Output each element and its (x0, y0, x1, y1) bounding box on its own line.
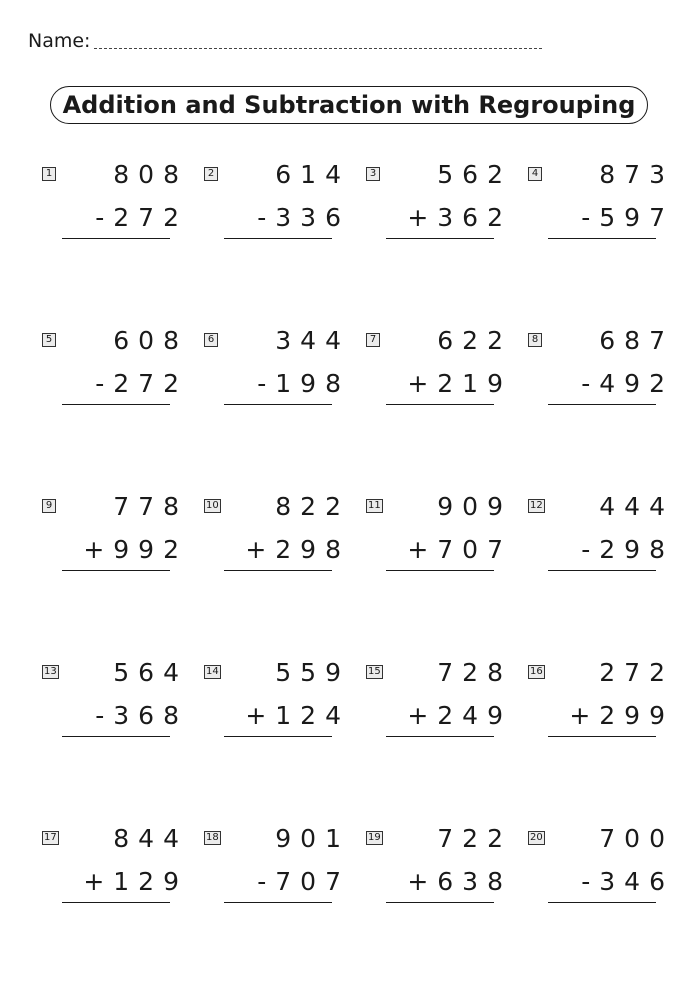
top-operand: 559 (275, 658, 350, 687)
answer-line[interactable] (224, 736, 332, 737)
bottom-row (569, 701, 674, 730)
answer-line[interactable] (224, 902, 332, 903)
top-operand: 844 (113, 824, 188, 853)
top-operand: 444 (599, 492, 674, 521)
top-operand: 722 (437, 824, 512, 853)
operator-sign: - (257, 203, 276, 232)
top-operand: 564 (113, 658, 188, 687)
bottom-operand: 249 (437, 701, 512, 730)
problem-14 (200, 656, 362, 822)
problem-number: 16 (530, 666, 543, 677)
bottom-operand: 638 (437, 867, 512, 896)
bottom-operand: 492 (599, 369, 674, 398)
answer-line[interactable] (548, 736, 656, 737)
problem-number: 7 (366, 333, 380, 347)
operator-sign: + (407, 867, 438, 896)
problem-1 (38, 158, 200, 324)
top-operand: 873 (599, 160, 674, 189)
answer-line[interactable] (386, 238, 494, 239)
operator-sign: + (83, 867, 114, 896)
problem-15 (362, 656, 524, 822)
name-label: Name: (28, 30, 91, 52)
top-operand: 808 (113, 160, 188, 189)
bottom-operand: 707 (437, 535, 512, 564)
bottom-row (257, 369, 350, 398)
top-operand: 909 (437, 492, 512, 521)
operator-sign: + (407, 203, 438, 232)
problem-number: 12 (530, 500, 543, 511)
bottom-row (581, 369, 674, 398)
top-operand: 728 (437, 658, 512, 687)
bottom-operand: 298 (599, 535, 674, 564)
problem-number: 9 (42, 499, 56, 513)
problem-7 (362, 324, 524, 490)
problem-grid (38, 158, 674, 988)
problem-10 (200, 490, 362, 656)
operator-sign: - (95, 369, 114, 398)
problem-16 (524, 656, 686, 822)
problem-13 (38, 656, 200, 822)
bottom-row (95, 369, 188, 398)
top-operand: 622 (437, 326, 512, 355)
answer-line[interactable] (62, 570, 170, 571)
problem-8 (524, 324, 686, 490)
top-operand: 562 (437, 160, 512, 189)
problem-number: 15 (368, 666, 381, 677)
top-operand: 687 (599, 326, 674, 355)
problem-number: 1 (42, 167, 56, 181)
answer-line[interactable] (548, 238, 656, 239)
bottom-row (95, 203, 188, 232)
problem-number: 3 (366, 167, 380, 181)
bottom-operand: 298 (275, 535, 350, 564)
bottom-row (83, 867, 188, 896)
problem-19 (362, 822, 524, 988)
bottom-operand: 198 (275, 369, 350, 398)
problem-number: 11 (368, 500, 381, 511)
problem-2 (200, 158, 362, 324)
problem-11 (362, 490, 524, 656)
name-row (28, 30, 542, 52)
bottom-operand: 272 (113, 203, 188, 232)
bottom-operand: 124 (275, 701, 350, 730)
problem-20 (524, 822, 686, 988)
top-operand: 608 (113, 326, 188, 355)
problem-number: 14 (206, 666, 219, 677)
problem-6 (200, 324, 362, 490)
answer-line[interactable] (548, 902, 656, 903)
problem-17 (38, 822, 200, 988)
bottom-operand: 362 (437, 203, 512, 232)
answer-line[interactable] (224, 570, 332, 571)
problem-5 (38, 324, 200, 490)
answer-line[interactable] (62, 736, 170, 737)
bottom-row (407, 701, 512, 730)
worksheet-title: Addition and Subtraction with Regrouping (50, 86, 648, 124)
answer-line[interactable] (62, 404, 170, 405)
top-operand: 614 (275, 160, 350, 189)
answer-line[interactable] (548, 404, 656, 405)
problem-number: 13 (44, 666, 57, 677)
bottom-row (245, 701, 350, 730)
answer-line[interactable] (386, 404, 494, 405)
problem-number: 10 (206, 500, 219, 511)
bottom-row (407, 867, 512, 896)
operator-sign: - (581, 867, 600, 896)
bottom-operand: 336 (275, 203, 350, 232)
operator-sign: + (569, 701, 600, 730)
answer-line[interactable] (62, 902, 170, 903)
bottom-row (407, 203, 512, 232)
answer-line[interactable] (224, 404, 332, 405)
bottom-operand: 272 (113, 369, 188, 398)
bottom-row (581, 535, 674, 564)
bottom-operand: 992 (113, 535, 188, 564)
problem-number: 5 (42, 333, 56, 347)
operator-sign: - (581, 535, 600, 564)
operator-sign: + (83, 535, 114, 564)
bottom-row (257, 867, 350, 896)
bottom-row (407, 535, 512, 564)
bottom-operand: 707 (275, 867, 350, 896)
answer-line[interactable] (224, 238, 332, 239)
bottom-row (581, 867, 674, 896)
problem-number: 18 (206, 832, 219, 843)
operator-sign: + (245, 535, 276, 564)
operator-sign: - (257, 867, 276, 896)
operator-sign: - (95, 203, 114, 232)
operator-sign: + (245, 701, 276, 730)
top-operand: 272 (599, 658, 674, 687)
problem-number: 19 (368, 832, 381, 843)
name-blank-line[interactable] (94, 48, 542, 49)
top-operand: 901 (275, 824, 350, 853)
problem-12 (524, 490, 686, 656)
problem-number: 20 (530, 832, 543, 843)
operator-sign: - (257, 369, 276, 398)
operator-sign: + (407, 535, 438, 564)
top-operand: 344 (275, 326, 350, 355)
top-operand: 822 (275, 492, 350, 521)
bottom-operand: 299 (599, 701, 674, 730)
bottom-row (407, 369, 512, 398)
problem-number: 4 (528, 167, 542, 181)
problem-3 (362, 158, 524, 324)
operator-sign: - (581, 203, 600, 232)
problem-number: 6 (204, 333, 218, 347)
problem-4 (524, 158, 686, 324)
bottom-row (83, 535, 188, 564)
operator-sign: - (95, 701, 114, 730)
problem-number: 8 (528, 333, 542, 347)
problem-18 (200, 822, 362, 988)
top-operand: 700 (599, 824, 674, 853)
bottom-operand: 219 (437, 369, 512, 398)
answer-line[interactable] (386, 902, 494, 903)
bottom-row (95, 701, 188, 730)
bottom-row (257, 203, 350, 232)
bottom-row (581, 203, 674, 232)
top-operand: 778 (113, 492, 188, 521)
problem-number: 2 (204, 167, 218, 181)
bottom-operand: 368 (113, 701, 188, 730)
bottom-row (245, 535, 350, 564)
answer-line[interactable] (386, 570, 494, 571)
bottom-operand: 346 (599, 867, 674, 896)
problem-number: 17 (44, 832, 57, 843)
operator-sign: + (407, 701, 438, 730)
answer-line[interactable] (548, 570, 656, 571)
bottom-operand: 129 (113, 867, 188, 896)
problem-9 (38, 490, 200, 656)
operator-sign: + (407, 369, 438, 398)
answer-line[interactable] (386, 736, 494, 737)
operator-sign: - (581, 369, 600, 398)
bottom-operand: 597 (599, 203, 674, 232)
answer-line[interactable] (62, 238, 170, 239)
